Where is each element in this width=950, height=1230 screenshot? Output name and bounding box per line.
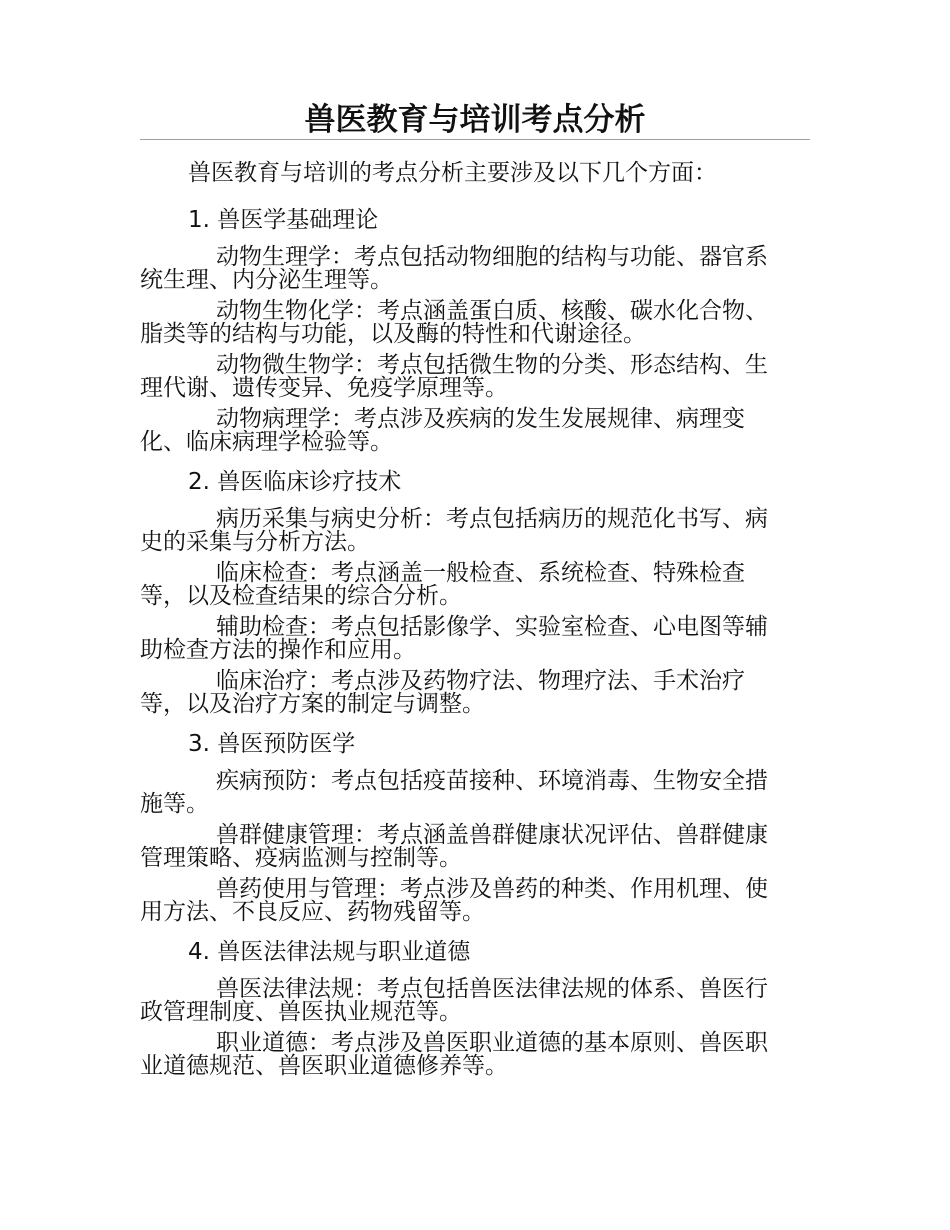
intro-paragraph: 兽医教育与培训的考点分析主要涉及以下几个方面： (188, 160, 717, 186)
section-item: 临床治疗：考点涉及药物疗法、物理疗法、手术治疗等，以及治疗方案的制定与调整。 (140, 668, 745, 717)
section-item: 疾病预防：考点包括疫苗接种、环境消毒、生物安全措施等。 (140, 768, 768, 817)
section-item: 兽医法律法规：考点包括兽医法律法规的体系、兽医行政管理制度、兽医执业规范等。 (140, 976, 768, 1025)
section-1 (140, 200, 790, 454)
section-item: 动物生物化学：考点涵盖蛋白质、核酸、碳水化合物、脂类等的结构与功能，以及酶的特性和代谢途径。 (140, 298, 768, 347)
section-4 (140, 932, 790, 1078)
section-2 (140, 462, 790, 716)
section-item: 临床检查：考点涵盖一般检查、系统检查、特殊检查等，以及检查结果的综合分析。 (140, 560, 745, 609)
title-underline (140, 139, 810, 140)
document-body (140, 152, 790, 1086)
section-item: 职业道德：考点涉及兽医职业道德的基本原则、兽医职业道德规范、兽医职业道德修养等。 (140, 1030, 768, 1079)
section-heading: 4. 兽医法律法规与职业道德 (188, 939, 471, 965)
section-item: 病历采集与病史分析：考点包括病历的规范化书写、病史的采集与分析方法。 (140, 506, 768, 555)
section-item: 兽群健康管理：考点涵盖兽群健康状况评估、兽群健康管理策略、疫病监测与控制等。 (140, 822, 768, 871)
section-heading: 2. 兽医临床诊疗技术 (188, 469, 402, 495)
section-item: 动物生理学：考点包括动物细胞的结构与功能、器官系统生理、内分泌生理等。 (140, 244, 768, 293)
section-heading: 3. 兽医预防医学 (188, 731, 356, 757)
document-title: 兽医教育与培训考点分析 (304, 102, 646, 138)
section-heading: 1. 兽医学基础理论 (188, 207, 379, 233)
section-item: 动物病理学：考点涉及疾病的发生发展规律、病理变化、临床病理学检验等。 (140, 406, 745, 455)
section-item: 动物微生物学：考点包括微生物的分类、形态结构、生理代谢、遗传变异、免疫学原理等。 (140, 352, 768, 401)
section-item: 兽药使用与管理：考点涉及兽药的种类、作用机理、使用方法、不良反应、药物残留等。 (140, 876, 768, 925)
section-item: 辅助检查：考点包括影像学、实验室检查、心电图等辅助检查方法的操作和应用。 (140, 614, 768, 663)
section-3 (140, 724, 790, 924)
